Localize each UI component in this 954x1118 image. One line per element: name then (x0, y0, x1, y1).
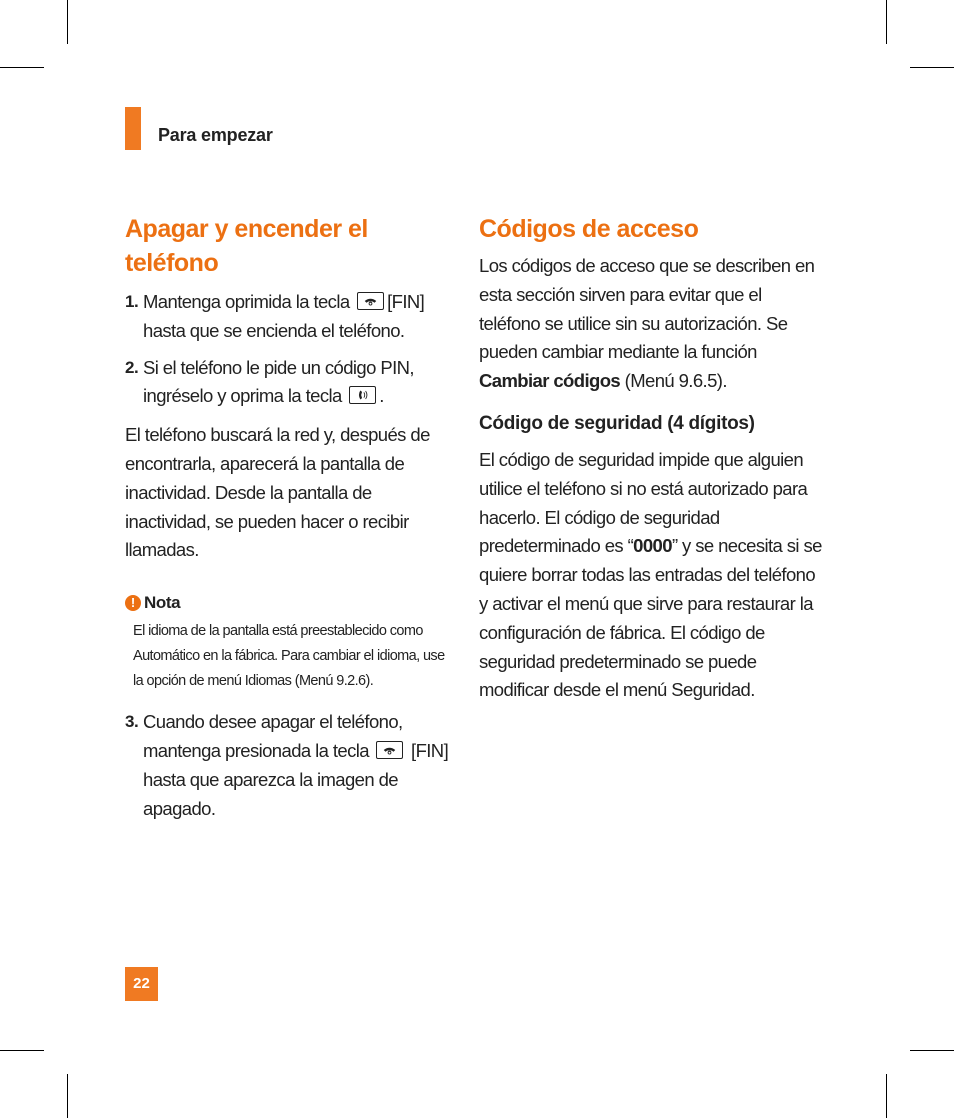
page-number: 22 (125, 967, 158, 1001)
warning-icon: ! (125, 595, 141, 611)
step-text: Mantenga oprimida la tecla [FIN] hasta que se encienda el teléfono. (143, 291, 425, 341)
default-code: 0000 (633, 535, 672, 557)
step-1 (125, 288, 455, 346)
security-code-paragraph: El código de seguridad impide que alguien utilice el teléfono si no está autorizado para hacerlo. El código de seguridad predeterminado es “0000” y se necesita si se quiere borrar todas las entradas del teléfono y activar el menú que sirve para restaurar la configuración de fábrica. El código de seguridad predeterminado se puede modificar desde el menú Seguridad. (479, 448, 822, 701)
crop-mark (67, 1074, 68, 1118)
step-3 (125, 708, 455, 823)
crop-mark (910, 1050, 954, 1051)
step-number: 1. (125, 292, 139, 311)
crop-mark (0, 67, 44, 68)
step-2 (125, 354, 455, 412)
note-text: El idioma de la pantalla está preestablecido como Automático en la fábrica. Para cambiar el idioma, use la opción de menú Idiomas (Menú 9.2.6). (133, 623, 445, 690)
intro-paragraph: Los códigos de acceso que se describen en esta sección sirven para evitar que el teléfono se utilice sin su autorización. Se pueden cambiar mediante la función Cambiar códigos (Menú 9.6.5). (479, 255, 815, 392)
step-number: 3. (125, 712, 139, 732)
step-text: Cuando desee apagar el teléfono, mantenga presionada la tecla [FIN] hasta que aparezca la imagen de apagado. (143, 711, 449, 819)
left-column (125, 212, 455, 823)
crop-mark (886, 1074, 887, 1118)
step-text: Si el teléfono le pide un código PIN, ingréselo y oprima la tecla . (143, 356, 414, 407)
send-key-icon (349, 386, 376, 404)
section-marker (125, 107, 141, 150)
right-column (479, 212, 824, 705)
right-heading: Códigos de acceso (479, 215, 699, 243)
menu-reference: Cambiar códigos (479, 370, 621, 392)
step-number: 2. (125, 357, 139, 377)
crop-mark (67, 0, 68, 44)
left-paragraph: El teléfono buscará la red y, después de encontrarla, aparecerá la pantalla de inactividad. Desde la pantalla de inactividad, se pueden hacer o recibir llamadas. (125, 424, 430, 561)
crop-mark (0, 1050, 44, 1051)
note-label: Nota (144, 593, 181, 613)
security-code-heading: Código de seguridad (4 dígitos) (479, 412, 755, 434)
left-heading: Apagar y encender el teléfono (125, 215, 368, 277)
section-title: Para empezar (158, 125, 273, 145)
end-call-key-icon (357, 292, 384, 310)
end-call-key-icon (376, 741, 403, 759)
crop-mark (886, 0, 887, 44)
note-header (125, 593, 455, 613)
crop-mark (910, 67, 954, 68)
